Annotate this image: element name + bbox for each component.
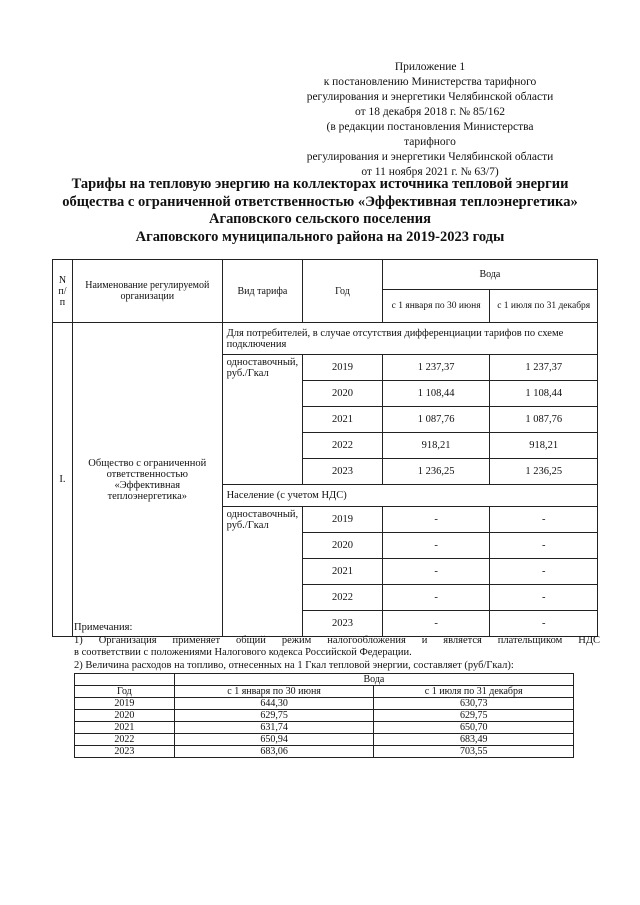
appendix-line: регулирования и энергетики Челябинской области [306,151,554,163]
fuel-value: 629,75 [174,710,374,722]
fuel-value: 650,70 [374,722,574,734]
fuel-value: 631,74 [174,722,374,734]
year-cell: 2021 [303,559,383,585]
appendix-line: к постановлению Министерства тарифного [323,76,537,88]
header-period1: с 1 января по 30 июня [382,290,490,323]
fuel-year: 2021 [75,722,175,734]
value-cell: 1 087,76 [490,407,598,433]
section-heading: Население (с учетом НДС) [222,485,597,507]
year-cell: 2023 [303,459,383,485]
year-cell: 2020 [303,381,383,407]
note-1-line-1: 1) Организация применяет общий режим налогообложения и является плательщиком НДС [74,634,600,646]
year-cell: 2019 [303,355,383,381]
fuel-cost-table [74,673,574,758]
fuel-year: 2020 [75,710,175,722]
value-cell: - [490,533,598,559]
fuel-blank-cell [75,674,175,686]
fuel-value: 630,73 [374,698,574,710]
value-cell: - [490,611,598,637]
fuel-header-group: Вода [174,674,573,686]
year-cell: 2019 [303,507,383,533]
year-cell: 2023 [303,611,383,637]
value-cell: - [382,585,490,611]
year-cell: 2022 [303,585,383,611]
notes-title: Примечания: [74,622,133,633]
header-num: N п/п [53,260,73,323]
fuel-value: 650,94 [174,734,374,746]
value-cell: - [382,533,490,559]
value-cell: 918,21 [490,433,598,459]
fuel-header-period2: с 1 июля по 31 декабря [374,686,574,698]
value-cell: - [490,585,598,611]
year-cell: 2022 [303,433,383,459]
section-heading: Для потребителей, в случае отсутствия дифференциации тарифов по схеме подключения [222,323,597,355]
tariff-type: одноставочный, руб./Гкал [222,355,303,485]
value-cell: - [382,507,490,533]
header-period2: с 1 июля по 31 декабря [490,290,598,323]
row-number: I. [53,323,73,637]
fuel-value: 703,55 [374,746,574,758]
year-cell: 2021 [303,407,383,433]
value-cell: 1 237,37 [382,355,490,381]
appendix-line: Приложение 1 [394,61,466,73]
title-line: Агаповского сельского поселения [209,211,431,227]
value-cell: 918,21 [382,433,490,459]
fuel-header-period1: с 1 января по 30 июня [174,686,374,698]
fuel-value: 683,06 [174,746,374,758]
fuel-value: 629,75 [374,710,574,722]
appendix-line: от 18 декабря 2018 г. № 85/162 [355,106,505,118]
value-cell: 1 237,37 [490,355,598,381]
title-line: общества с ограниченной ответственностью «Эффективная теплоэнергетика» [62,193,578,210]
fuel-value: 683,49 [374,734,574,746]
title-line: Агаповского муниципального района на 2019-2023 годы [135,228,505,245]
value-cell: 1 236,25 [490,459,598,485]
org-name: Общество с ограниченной ответственностью «Эффективная теплоэнергетика» [72,323,222,637]
appendix-line: от 11 ноября 2021 г. № 63/7) [361,166,499,178]
tariff-table [52,259,598,637]
year-cell: 2020 [303,533,383,559]
fuel-year: 2023 [75,746,175,758]
title-line: Тарифы на тепловую энергию на коллекторах источника тепловой энергии [71,176,569,192]
appendix-header [300,60,560,180]
value-cell: - [490,559,598,585]
fuel-header-year: Год [75,686,175,698]
fuel-year: 2019 [75,698,175,710]
header-tariff-type: Вид тарифа [222,260,303,323]
value-cell: 1 108,44 [490,381,598,407]
appendix-line: (в редакции постановления Министерства тарифного [326,121,534,148]
appendix-line: регулирования и энергетики Челябинской области [306,91,554,103]
value-cell: 1 087,76 [382,407,490,433]
value-cell: - [490,507,598,533]
notes [74,622,600,672]
header-org: Наименование регулируемой организации [72,260,222,323]
value-cell: 1 108,44 [382,381,490,407]
fuel-year: 2022 [75,734,175,746]
value-cell: - [382,611,490,637]
header-group: Вода [382,260,597,290]
value-cell: - [382,559,490,585]
fuel-value: 644,30 [174,698,374,710]
header-year: Год [303,260,383,323]
note-1-line-2: в соответствии с положениями Налогового кодекса Российской Федерации. [74,647,412,658]
document-title [40,176,600,246]
tariff-type: одноставочный, руб./Гкал [222,507,303,637]
value-cell: 1 236,25 [382,459,490,485]
note-2: 2) Величина расходов на топливо, отнесенных на 1 Гкал тепловой энергии, составляет (руб/Гкал): [74,659,514,671]
